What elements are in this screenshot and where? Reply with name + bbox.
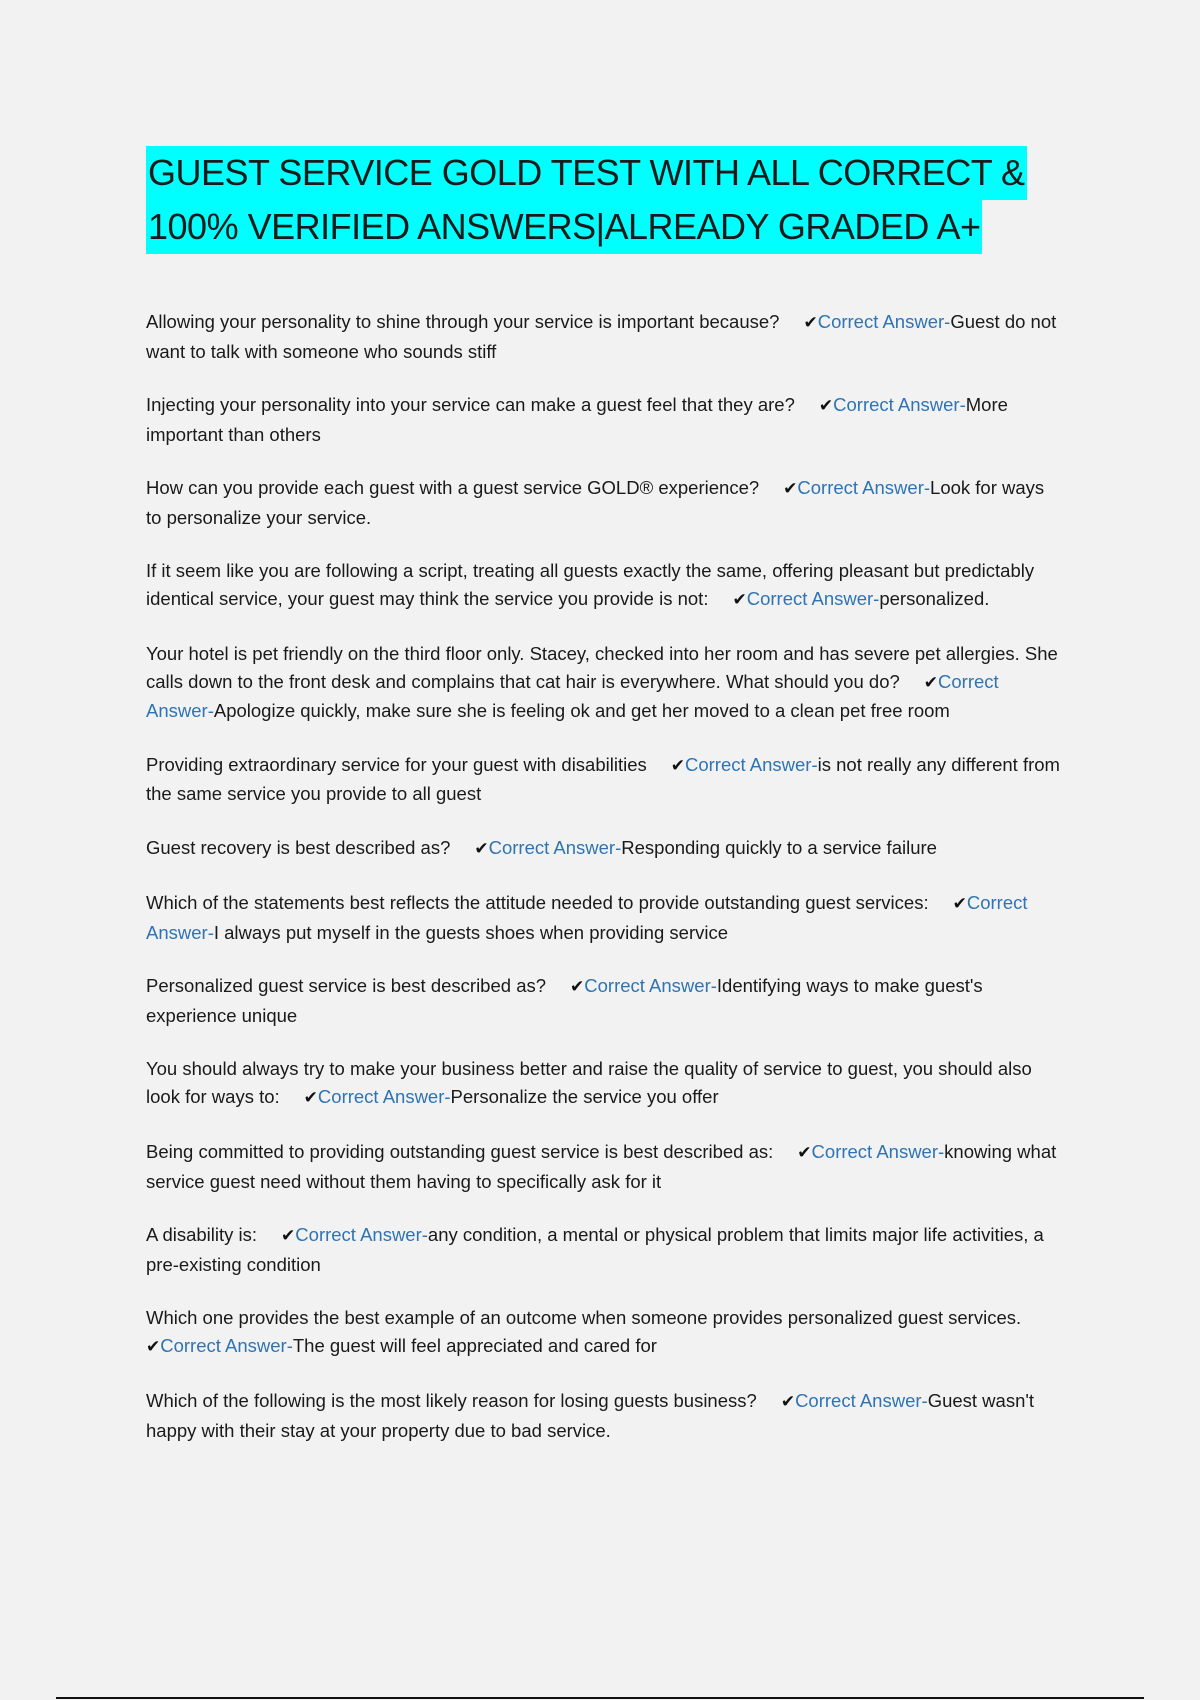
question-text: Allowing your personality to shine through your service is important because? bbox=[146, 311, 780, 332]
correct-answer-label: Correct Answer- bbox=[797, 477, 931, 498]
checkmark-icon: ✔ bbox=[732, 589, 747, 610]
question-text: Being committed to providing outstanding guest service is best described as: bbox=[146, 1141, 774, 1162]
qa-item bbox=[146, 1387, 1061, 1444]
correct-answer-label: Correct Answer- bbox=[795, 1390, 928, 1411]
question-text: How can you provide each guest with a guest service GOLD® experience? bbox=[146, 477, 760, 498]
document-title bbox=[146, 146, 1046, 254]
checkmark-icon: ✔ bbox=[670, 755, 685, 776]
question-text: Which one provides the best example of an outcome when someone provides personalized guest services. bbox=[146, 1307, 1022, 1328]
checkmark-icon: ✔ bbox=[797, 1143, 812, 1163]
question-text: Your hotel is pet friendly on the third floor only. Stacey, checked into her room and has severe pet allergies. She calls down to the front desk and complains that cat hair is everywhere. What should you do? bbox=[146, 643, 1058, 692]
question-text: Providing extraordinary service for your guest with disabilities bbox=[146, 753, 647, 775]
question-text: Personalized guest service is best described as? bbox=[146, 975, 547, 996]
correct-answer-label: Correct Answer- bbox=[146, 892, 1028, 943]
answer-text: More important than others bbox=[146, 394, 1008, 445]
correct-answer-label: Correct Answer- bbox=[833, 394, 966, 415]
correct-answer-label: Correct Answer- bbox=[746, 587, 880, 609]
qa-item bbox=[146, 1138, 1061, 1195]
answer-text: is not really any different from the same service you provide to all guest bbox=[146, 753, 1060, 804]
bottom-divider bbox=[56, 1697, 1144, 1699]
correct-answer-label: Correct Answer- bbox=[317, 1085, 451, 1107]
question-text: Which of the statements best reflects the attitude needed to provide outstanding guest services: bbox=[146, 892, 929, 913]
correct-answer-label: Correct Answer- bbox=[160, 1334, 293, 1356]
checkmark-icon: ✔ bbox=[303, 1087, 318, 1108]
answer-text: Guest wasn't happy with their stay at your property due to bad service. bbox=[146, 1390, 1035, 1441]
answer-text: Responding quickly to a service failure bbox=[621, 836, 937, 858]
qa-item bbox=[146, 308, 1061, 365]
checkmark-icon: ✔ bbox=[570, 977, 585, 997]
question-text: Guest recovery is best described as? bbox=[146, 836, 451, 858]
question-answer-list bbox=[146, 308, 1061, 1470]
answer-text: I always put myself in the guests shoes when providing service bbox=[213, 921, 729, 943]
qa-item bbox=[146, 751, 1061, 808]
qa-item bbox=[146, 557, 1061, 614]
question-text: A disability is: bbox=[146, 1224, 258, 1245]
checkmark-icon: ✔ bbox=[281, 1226, 296, 1246]
question-text: Which of the following is the most likely reason for losing guests business? bbox=[146, 1390, 757, 1411]
correct-answer-label: Correct Answer- bbox=[295, 1224, 428, 1245]
checkmark-icon: ✔ bbox=[780, 1392, 796, 1412]
answer-text: Identifying ways to make guest's experience unique bbox=[146, 975, 983, 1026]
correct-answer-label: Correct Answer- bbox=[811, 1141, 945, 1162]
answer-text: personalized. bbox=[879, 587, 990, 609]
qa-item bbox=[146, 391, 1061, 448]
answer-text: Apologize quickly, make sure she is feeling ok and get her moved to a clean pet free room bbox=[213, 700, 950, 721]
checkmark-icon: ✔ bbox=[146, 1336, 161, 1357]
qa-item bbox=[146, 474, 1061, 531]
qa-item bbox=[146, 1055, 1061, 1112]
answer-text: any condition, a mental or physical problem that limits major life activities, a pre-existing condition bbox=[146, 1224, 1044, 1275]
correct-answer-label: Correct Answer- bbox=[817, 311, 951, 332]
correct-answer-label: Correct Answer- bbox=[584, 975, 717, 996]
correct-answer-label: Correct Answer- bbox=[685, 753, 818, 775]
question-text: You should always try to make your business better and raise the quality of service to guest, you should also look for ways to: bbox=[146, 1058, 1032, 1107]
qa-item bbox=[146, 1304, 1061, 1361]
qa-item bbox=[146, 972, 1061, 1029]
answer-text: knowing what service guest need without them having to specifically ask for it bbox=[146, 1141, 1057, 1192]
title-line-1: GUEST SERVICE GOLD TEST WITH ALL CORRECT & bbox=[146, 146, 1027, 200]
question-text: If it seem like you are following a script, treating all guests exactly the same, offering pleasant but predictably identical service, your guest may think the service you provide is not: bbox=[146, 560, 1035, 609]
qa-item bbox=[146, 1221, 1061, 1278]
checkmark-icon: ✔ bbox=[923, 672, 939, 693]
qa-item bbox=[146, 834, 1061, 864]
correct-answer-label: Correct Answer- bbox=[488, 836, 622, 858]
correct-answer-label: Correct Answer- bbox=[146, 670, 999, 721]
qa-item bbox=[146, 640, 1061, 725]
checkmark-icon: ✔ bbox=[783, 479, 798, 499]
answer-text: Look for ways to personalize your service. bbox=[146, 477, 1045, 528]
answer-text: The guest will feel appreciated and cared for bbox=[292, 1334, 657, 1356]
checkmark-icon: ✔ bbox=[952, 894, 967, 914]
question-text: Injecting your personality into your service can make a guest feel that they are? bbox=[146, 394, 795, 415]
checkmark-icon: ✔ bbox=[818, 396, 834, 416]
qa-item bbox=[146, 889, 1061, 946]
answer-text: Guest do not want to talk with someone who sounds stiff bbox=[146, 311, 1057, 362]
title-line-2: 100% VERIFIED ANSWERS|ALREADY GRADED A+ bbox=[146, 200, 982, 254]
checkmark-icon: ✔ bbox=[474, 838, 489, 859]
checkmark-icon: ✔ bbox=[803, 313, 818, 333]
answer-text: Personalize the service you offer bbox=[450, 1085, 719, 1107]
